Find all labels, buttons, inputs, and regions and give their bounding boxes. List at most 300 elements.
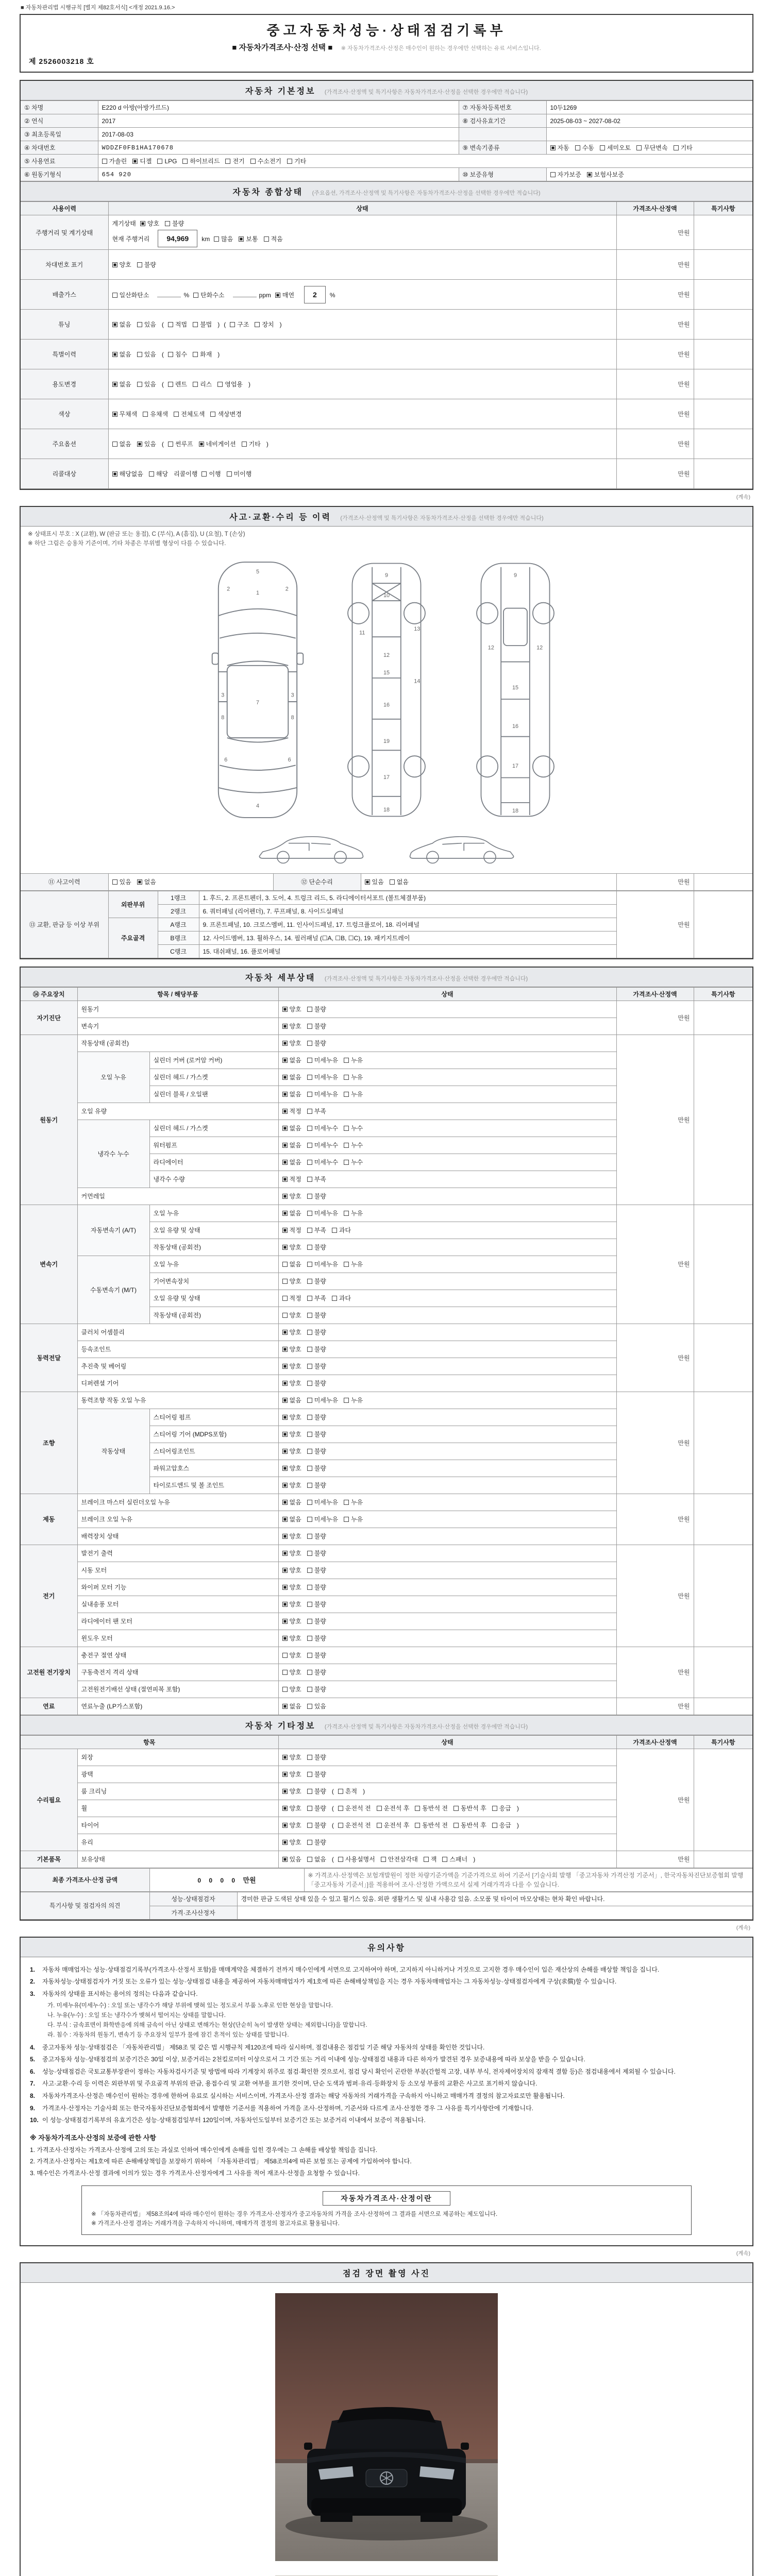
item-label: 파워고압호스 — [149, 1460, 278, 1477]
check-option — [112, 408, 138, 420]
checkbox[interactable] — [182, 159, 188, 164]
checkbox[interactable] — [307, 1092, 312, 1097]
inspection-label: ⑧ 검사유효기간 — [459, 114, 546, 128]
option-label: 불법 — [200, 320, 212, 328]
checkbox[interactable] — [307, 1823, 312, 1828]
checkbox[interactable] — [344, 1262, 349, 1267]
checkbox[interactable] — [307, 1398, 312, 1403]
price-cell: 만원 — [616, 459, 694, 489]
checkbox[interactable] — [282, 1789, 288, 1794]
option-label: 미이행 — [233, 470, 252, 478]
checkbox[interactable] — [282, 1313, 288, 1318]
device-group: 자기진단 — [21, 1001, 77, 1035]
checkbox[interactable] — [442, 1857, 447, 1862]
checkbox[interactable] — [282, 1007, 288, 1012]
checkbox[interactable] — [307, 1160, 312, 1165]
table-row — [21, 114, 752, 128]
option-label: 양호 — [147, 220, 160, 227]
checkbox[interactable] — [282, 1024, 288, 1029]
checkbox[interactable] — [282, 1602, 288, 1607]
state-cell — [278, 1800, 616, 1817]
option-label: 운전석 후 — [383, 1821, 410, 1829]
checkbox[interactable] — [282, 1534, 288, 1539]
checkbox[interactable] — [282, 1279, 288, 1284]
checkbox[interactable] — [587, 172, 592, 177]
check-option — [282, 1309, 301, 1321]
check-option — [307, 1020, 326, 1032]
checkbox[interactable] — [282, 1568, 288, 1573]
checkbox[interactable] — [307, 1075, 312, 1080]
checkbox[interactable] — [282, 1755, 288, 1760]
checkbox[interactable] — [250, 159, 256, 164]
checkbox[interactable] — [282, 1840, 288, 1845]
checkbox[interactable] — [307, 1534, 312, 1539]
item-label: 라디에이터 — [149, 1154, 278, 1171]
checkbox[interactable] — [377, 1823, 382, 1828]
checkbox[interactable] — [365, 879, 370, 885]
checkbox[interactable] — [307, 1602, 312, 1607]
checkbox[interactable] — [112, 352, 117, 357]
checkbox[interactable] — [307, 1772, 312, 1777]
option-label: 있음 — [144, 380, 156, 388]
car-name-label: ① 차명 — [21, 101, 98, 114]
checkbox[interactable] — [193, 382, 198, 387]
check-option — [390, 876, 409, 888]
checkbox[interactable] — [307, 1551, 312, 1556]
check-option — [112, 468, 143, 480]
checkbox[interactable] — [307, 1653, 312, 1658]
checkbox[interactable] — [344, 1211, 349, 1216]
check-option — [282, 1156, 301, 1168]
overall-row — [21, 215, 752, 250]
check-option — [674, 143, 693, 152]
checkbox[interactable] — [264, 236, 269, 242]
checkbox[interactable] — [255, 322, 260, 327]
notice-text: 자동차의 상태를 표시하는 용어의 정의는 다음과 같습니다. — [42, 1990, 198, 1997]
check-option — [365, 876, 384, 888]
column-header-row — [21, 1735, 752, 1749]
checkbox[interactable] — [492, 1823, 497, 1828]
remark-cell — [694, 1647, 752, 1698]
checkbox[interactable] — [282, 1704, 288, 1709]
checkbox[interactable] — [165, 221, 170, 226]
state-cell — [278, 1341, 616, 1358]
checkbox[interactable] — [137, 382, 142, 387]
col-state: 상태 — [278, 987, 616, 1001]
checkbox[interactable] — [344, 1092, 349, 1097]
checkbox[interactable] — [112, 879, 117, 885]
checkbox[interactable] — [137, 262, 142, 267]
state-cell — [108, 215, 616, 250]
checkbox[interactable] — [282, 1585, 288, 1590]
checkbox[interactable] — [415, 1823, 420, 1828]
checkbox[interactable] — [282, 1364, 288, 1369]
checkbox[interactable] — [287, 159, 292, 164]
checkbox[interactable] — [282, 1500, 288, 1505]
check-option — [307, 1428, 326, 1440]
checkbox[interactable] — [214, 236, 219, 242]
checkbox[interactable] — [168, 382, 173, 387]
checkbox[interactable] — [307, 1279, 312, 1284]
checkbox[interactable] — [344, 1143, 349, 1148]
checkbox[interactable] — [282, 1483, 288, 1488]
checkbox[interactable] — [282, 1653, 288, 1658]
option-label: 있음 — [372, 878, 384, 886]
checkbox[interactable] — [338, 1823, 343, 1828]
checkbox[interactable] — [282, 1211, 288, 1216]
notice-item — [30, 2079, 743, 2089]
checkbox[interactable] — [307, 1058, 312, 1063]
checkbox[interactable] — [453, 1806, 459, 1811]
option-label: 수소전기 — [257, 158, 282, 165]
checkbox[interactable] — [174, 412, 179, 417]
checkbox[interactable] — [239, 236, 244, 242]
checkbox[interactable] — [140, 221, 145, 226]
checkbox[interactable] — [282, 1857, 288, 1862]
checkbox[interactable] — [575, 145, 580, 150]
col-state: 상태 — [108, 202, 616, 215]
checkbox[interactable] — [344, 1398, 349, 1403]
car-side-left-diagram — [255, 828, 368, 866]
checkbox[interactable] — [344, 1075, 349, 1080]
checkbox[interactable] — [344, 1160, 349, 1165]
item-label: 오일 유량 및 상태 — [149, 1222, 278, 1239]
checkbox[interactable] — [307, 1483, 312, 1488]
notice-item — [30, 2104, 743, 2113]
checkbox[interactable] — [168, 352, 173, 357]
checkbox[interactable] — [112, 322, 117, 327]
checkbox[interactable] — [210, 412, 215, 417]
checkbox[interactable] — [600, 145, 605, 150]
checkbox[interactable] — [217, 382, 223, 387]
reg-no-label: ⑦ 자동차등록번호 — [459, 101, 546, 114]
checkbox[interactable] — [338, 1789, 343, 1794]
remark-cell — [694, 215, 752, 250]
check-option — [282, 1700, 301, 1713]
item-label: 스티어링 기어 (MDPS포함) — [149, 1426, 278, 1443]
option-label: 무채색 — [119, 410, 138, 418]
svg-text:17: 17 — [512, 762, 519, 769]
checkbox[interactable] — [344, 1500, 349, 1505]
inspection-value: 2025-08-03 ~ 2027-08-02 — [546, 114, 752, 128]
checkbox[interactable] — [424, 1857, 429, 1862]
checkbox[interactable] — [307, 1177, 312, 1182]
detail-row — [21, 1392, 752, 1409]
checkbox[interactable] — [344, 1126, 349, 1131]
checkbox[interactable] — [137, 879, 142, 885]
checkbox[interactable] — [282, 1143, 288, 1148]
checkbox[interactable] — [227, 471, 232, 477]
check-option — [132, 157, 152, 165]
option-label: 렌트 — [175, 380, 188, 388]
check-option — [307, 1071, 338, 1083]
checkbox[interactable] — [282, 1517, 288, 1522]
checkbox[interactable] — [282, 1228, 288, 1233]
checkbox[interactable] — [307, 1126, 312, 1131]
checkbox[interactable] — [199, 442, 204, 447]
col-item: 항목 / 해당부품 — [77, 987, 278, 1001]
checkbox[interactable] — [168, 322, 173, 327]
checkbox[interactable] — [132, 159, 138, 164]
state-cell — [278, 1443, 616, 1460]
checkbox[interactable] — [415, 1806, 420, 1811]
check-option — [307, 1462, 326, 1475]
checkbox[interactable] — [282, 1381, 288, 1386]
notice-subitem: 라. 침수 : 자동차의 원동기, 변속기 등 주요장치 일부가 물에 잠긴 흔적이 있는 상태를 말합니다. — [47, 2032, 289, 2039]
notice-subitem: 가. 미세누유(미세누수) : 오일 또는 냉각수가 해당 부위에 맺혀 있는 정도로서 부품 노후로 인한 현상을 말합니다. — [47, 2002, 333, 2009]
checkbox[interactable] — [282, 1551, 288, 1556]
option-label: 누유 — [351, 1396, 363, 1404]
checkbox[interactable] — [282, 1092, 288, 1097]
option-label: 운전석 전 — [345, 1821, 371, 1829]
overall-row — [21, 250, 752, 280]
checkbox[interactable] — [307, 1432, 312, 1437]
checkbox[interactable] — [307, 1007, 312, 1012]
option-label: 썬루프 — [175, 440, 193, 448]
checkbox[interactable] — [282, 1041, 288, 1046]
checkbox[interactable] — [112, 382, 117, 387]
option-label: 전기 — [232, 158, 245, 165]
state-cell — [278, 1137, 616, 1154]
checkbox[interactable] — [332, 1296, 337, 1301]
state-cell — [278, 1783, 616, 1800]
check-option — [344, 1207, 363, 1219]
checkbox[interactable] — [307, 1687, 312, 1692]
checkbox[interactable] — [453, 1823, 459, 1828]
option-label: 없음 — [119, 380, 131, 388]
inspection-report-page — [20, 0, 753, 2576]
checkbox[interactable] — [282, 1262, 288, 1267]
check-option — [453, 1802, 486, 1815]
checkbox[interactable] — [112, 262, 117, 267]
checkbox[interactable] — [307, 1024, 312, 1029]
checkbox[interactable] — [338, 1806, 343, 1811]
checkbox[interactable] — [307, 1704, 312, 1709]
check-option — [282, 1598, 301, 1611]
checkbox[interactable] — [282, 1636, 288, 1641]
detail-row — [21, 1851, 752, 1868]
option-label: 사용설명서 — [345, 1855, 375, 1863]
checkbox[interactable] — [201, 471, 207, 477]
check-option — [168, 318, 187, 331]
checkbox[interactable] — [307, 1585, 312, 1590]
check-option — [344, 1139, 363, 1151]
checkbox[interactable] — [550, 145, 556, 150]
notice-item — [30, 1965, 743, 1975]
option-label: 불량 — [314, 1192, 326, 1200]
checkbox[interactable] — [282, 1619, 288, 1624]
checkbox[interactable] — [307, 1347, 312, 1352]
item-label: 배력장치 상태 — [77, 1528, 278, 1545]
state-cell — [278, 1086, 616, 1103]
checkbox[interactable] — [137, 352, 142, 357]
state-cell — [278, 1851, 616, 1868]
checkbox[interactable] — [282, 1823, 288, 1828]
checkbox[interactable] — [275, 293, 280, 298]
check-option — [307, 1615, 326, 1628]
item-label: 오일 유량 및 상태 — [149, 1290, 278, 1307]
checkbox[interactable] — [282, 1670, 288, 1675]
option-label: 미세누유 — [314, 1396, 339, 1404]
checkbox[interactable] — [282, 1449, 288, 1454]
option-label: 잭 — [430, 1855, 437, 1863]
checkbox[interactable] — [307, 1364, 312, 1369]
check-option — [282, 1258, 301, 1270]
option-label: 불량 — [314, 1005, 326, 1013]
checkbox[interactable] — [307, 1789, 312, 1794]
checkbox[interactable] — [307, 1568, 312, 1573]
rank-label: 1랭크 — [158, 891, 199, 904]
checkbox[interactable] — [168, 442, 173, 447]
checkbox[interactable] — [282, 1126, 288, 1131]
accident-history-label: ⑪ 사고이력 — [21, 873, 108, 890]
checkbox[interactable] — [112, 293, 117, 298]
checkbox[interactable] — [636, 145, 642, 150]
checkbox[interactable] — [282, 1398, 288, 1403]
checkbox[interactable] — [282, 1806, 288, 1811]
option-label: 불량 — [314, 1328, 326, 1336]
checkbox[interactable] — [307, 1296, 312, 1301]
check-option — [210, 408, 241, 420]
checkbox[interactable] — [377, 1806, 382, 1811]
checkbox[interactable] — [157, 159, 162, 164]
checkbox[interactable] — [307, 1619, 312, 1624]
checkbox[interactable] — [282, 1466, 288, 1471]
check-option — [282, 1632, 301, 1645]
check-option — [377, 1802, 410, 1815]
checkbox[interactable] — [282, 1432, 288, 1437]
checkbox[interactable] — [282, 1177, 288, 1182]
inspector-opinion-table — [21, 1892, 752, 1920]
checkbox[interactable] — [307, 1857, 312, 1862]
price-cell: 만원 — [616, 1494, 694, 1545]
checkbox[interactable] — [230, 322, 235, 327]
checkbox[interactable] — [282, 1415, 288, 1420]
car-name-value: E220 d 아방(아방가르드) — [98, 101, 459, 114]
checkbox[interactable] — [550, 172, 556, 177]
checkbox[interactable] — [307, 1840, 312, 1845]
checkbox[interactable] — [193, 293, 198, 298]
final-amount: 0 0 0 0 — [197, 1877, 239, 1885]
checkbox[interactable] — [307, 1517, 312, 1522]
checkbox[interactable] — [344, 1517, 349, 1522]
checkbox[interactable] — [193, 322, 198, 327]
checkbox[interactable] — [307, 1041, 312, 1046]
device-group: 조향 — [21, 1392, 77, 1494]
option-label: 양호 — [289, 1345, 301, 1353]
checkbox[interactable] — [674, 145, 679, 150]
svg-text:6: 6 — [288, 756, 291, 763]
option-label: 미세누유 — [314, 1090, 339, 1098]
checkbox[interactable] — [332, 1228, 337, 1233]
col-remark: 특기사항 — [694, 987, 752, 1001]
checkbox[interactable] — [102, 159, 107, 164]
checkbox[interactable] — [112, 412, 117, 417]
other-info-table — [21, 1735, 752, 1868]
checkbox[interactable] — [282, 1347, 288, 1352]
checkbox[interactable] — [390, 879, 395, 885]
checkbox[interactable] — [282, 1687, 288, 1692]
option-label: 있음 — [144, 350, 156, 358]
checkbox[interactable] — [137, 322, 142, 327]
option-label: 누유 — [351, 1090, 363, 1098]
checkbox[interactable] — [307, 1381, 312, 1386]
checkbox[interactable] — [282, 1160, 288, 1165]
checkbox[interactable] — [282, 1075, 288, 1080]
check-option — [575, 143, 594, 152]
checkbox[interactable] — [307, 1194, 312, 1199]
checkbox[interactable] — [381, 1857, 386, 1862]
checkbox[interactable] — [307, 1636, 312, 1641]
checkbox[interactable] — [307, 1228, 312, 1233]
checkbox[interactable] — [344, 1058, 349, 1063]
checkbox[interactable] — [193, 352, 198, 357]
legend-line1: ※ 상태표시 부호 : X (교환), W (판금 또는 용접), C (부식), A (흠집), U (요철), T (손상) — [28, 531, 245, 537]
checkbox[interactable] — [143, 412, 148, 417]
option-label: 누유 — [351, 1209, 363, 1217]
checkbox[interactable] — [282, 1296, 288, 1301]
remark-cell — [694, 1698, 752, 1715]
checkbox[interactable] — [338, 1857, 343, 1862]
item-label: 윈도우 모터 — [77, 1630, 278, 1647]
checkbox[interactable] — [492, 1806, 497, 1811]
table-row — [21, 155, 752, 168]
checkbox[interactable] — [149, 471, 154, 477]
checkbox[interactable] — [307, 1330, 312, 1335]
checkbox[interactable] — [307, 1806, 312, 1811]
checkbox[interactable] — [112, 442, 117, 447]
car-frame-top-diagram — [339, 556, 434, 824]
checkbox[interactable] — [307, 1466, 312, 1471]
checkbox[interactable] — [307, 1755, 312, 1760]
inspector-role-label: 성능·상태점검자 — [149, 1892, 237, 1906]
option-label: 자동 — [557, 144, 569, 151]
checkbox[interactable] — [307, 1449, 312, 1454]
checkbox[interactable] — [307, 1313, 312, 1318]
sub-group: 자동변속기 (A/T) — [77, 1205, 149, 1256]
checkbox[interactable] — [282, 1330, 288, 1335]
option-label: 무단변속 — [644, 144, 668, 151]
check-option — [282, 1683, 301, 1696]
checkbox[interactable] — [137, 442, 142, 447]
checkbox[interactable] — [242, 442, 247, 447]
checkbox[interactable] — [307, 1143, 312, 1148]
checkbox[interactable] — [307, 1500, 312, 1505]
row-label: 차대번호 표기 — [21, 250, 108, 280]
checkbox[interactable] — [282, 1772, 288, 1777]
inline-text: ) — [279, 320, 282, 328]
checkbox[interactable] — [282, 1058, 288, 1063]
item-label: 원동기 — [77, 1001, 278, 1018]
checkbox[interactable] — [307, 1262, 312, 1267]
simple-repair-label: ⑫ 단순수리 — [273, 873, 361, 890]
state-cell — [278, 1664, 616, 1681]
checkbox[interactable] — [307, 1415, 312, 1420]
checkbox[interactable] — [282, 1245, 288, 1250]
checkbox[interactable] — [282, 1194, 288, 1199]
table-row — [21, 141, 752, 155]
option-label: 없음 — [314, 1855, 326, 1863]
checkbox[interactable] — [307, 1109, 312, 1114]
checkbox[interactable] — [282, 1109, 288, 1114]
checkbox[interactable] — [112, 471, 117, 477]
report-subtitle-row — [29, 42, 744, 53]
check-option — [282, 1581, 301, 1594]
checkbox[interactable] — [307, 1211, 312, 1216]
checkbox[interactable] — [307, 1245, 312, 1250]
checkbox[interactable] — [225, 159, 230, 164]
checkbox[interactable] — [307, 1670, 312, 1675]
